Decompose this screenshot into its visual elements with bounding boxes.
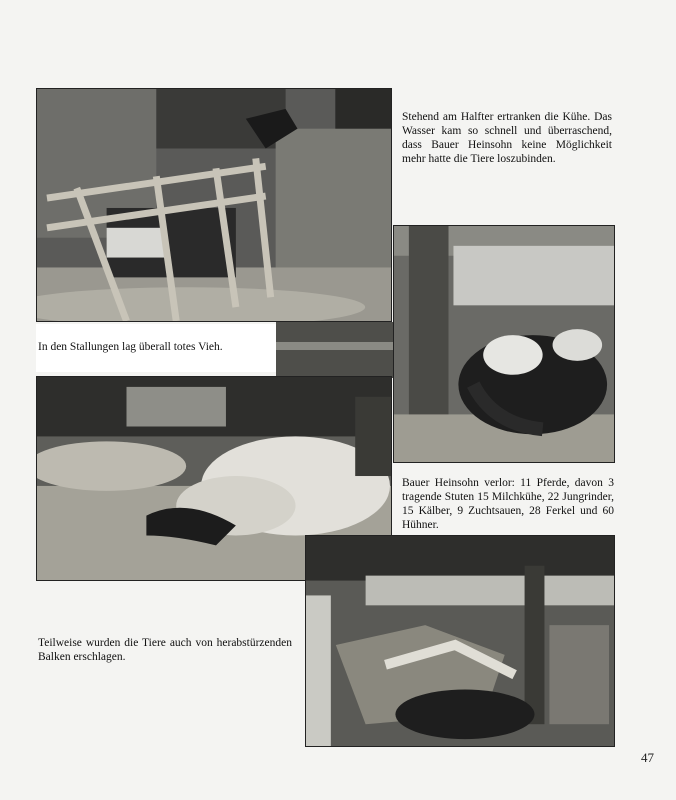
photo-barn-rubble-image (306, 536, 614, 746)
caption-cows-halter: Stehend am Halfter ertranken die Kühe. Das Wasser kam so schnell und überraschend, dass Bauer Heinsohn keine Möglichkeit mehr hatte die Tiere loszubinden. (402, 111, 612, 165)
caption-beams: Teilweise wurden die Tiere auch von herabstürzenden Balken erschlagen. (38, 637, 292, 663)
photo-barn-rubble (305, 535, 615, 747)
page-number: 47 (641, 750, 654, 765)
caption-stables-dead: In den Stallungen lag überall totes Vieh. (38, 341, 223, 353)
photo-cows-at-fence-image (37, 89, 391, 321)
photo-dead-cow-stall-image (394, 226, 614, 462)
photo-barn-edge-image (276, 322, 393, 378)
photo-dead-cow-stall (393, 225, 615, 463)
photo-cows-at-fence (36, 88, 392, 322)
photo-barn-edge (276, 322, 393, 378)
caption-losses: Bauer Heinsohn verlor: 11 Pferde, davon 3 tragende Stuten 15 Milchkühe, 22 Jungrinder, 15 Kälber, 9 Zuchtsauen, 28 Ferkel und 60 Hühner. (402, 477, 614, 531)
